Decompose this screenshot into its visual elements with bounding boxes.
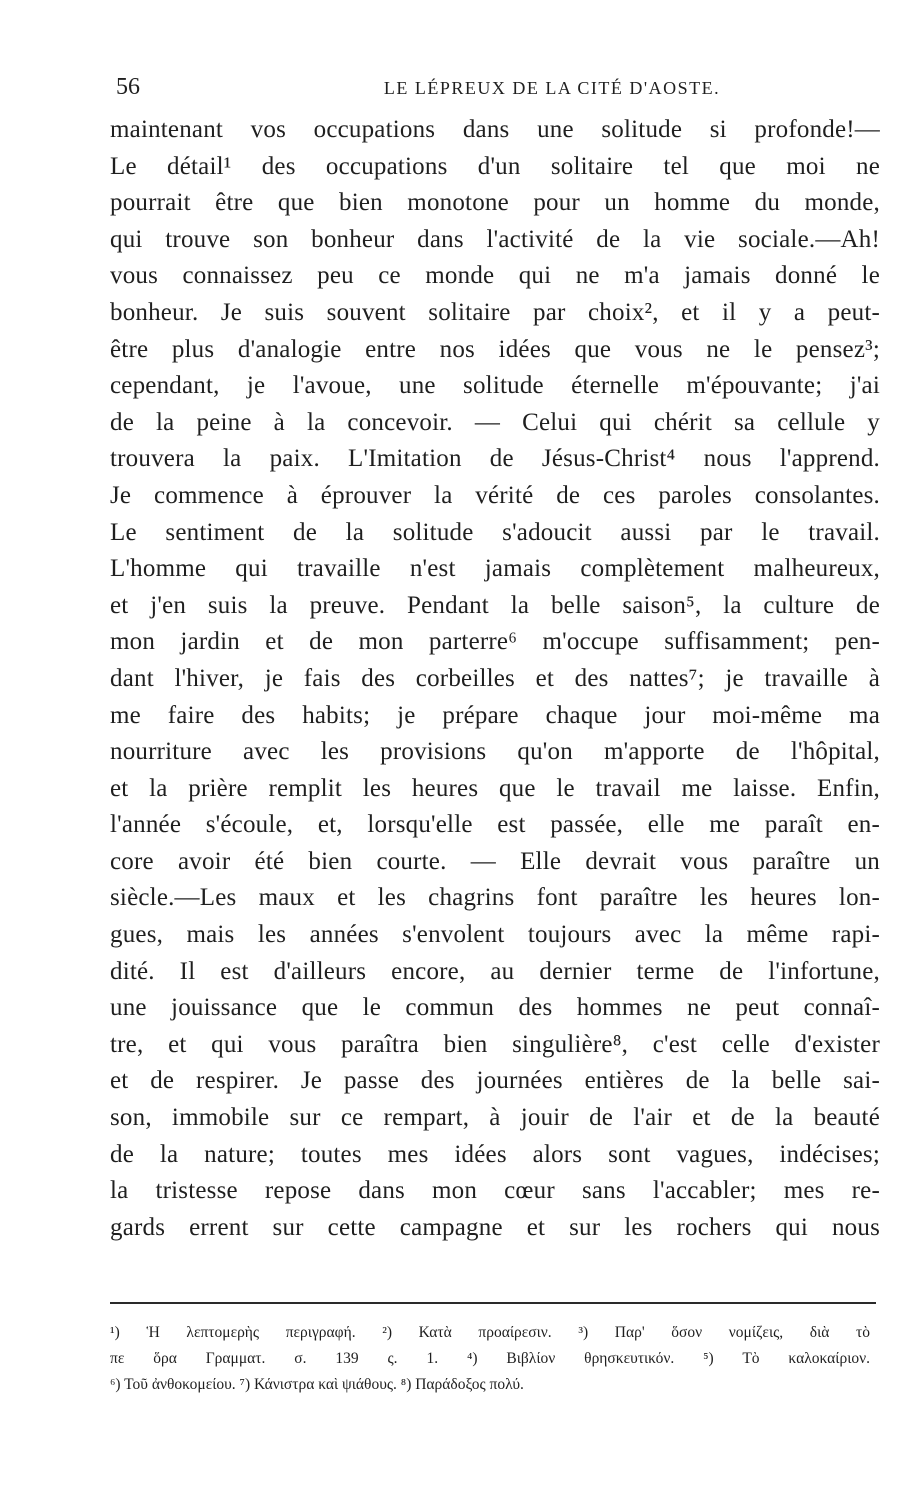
footnote-line: ¹) Ἡ λεπτομερὴς περιγραφή. ²) Κατὰ προαίρεσιν. ³) Παρ' ὅσον νομίζεις, διὰ τὸ	[110, 1324, 870, 1341]
text-line: trouvera la paix. L'Imitation de Jésus-Christ⁴ nous l'apprend.	[110, 445, 880, 473]
footnote-divider	[110, 1302, 876, 1304]
footnotes	[110, 1320, 870, 1398]
text-line: de la nature; toutes mes idées alors sont vagues, indécises;	[110, 1140, 880, 1168]
text-line: et j'en suis la preuve. Pendant la belle saison⁵, la culture de	[110, 591, 880, 619]
text-line: la tristesse repose dans mon cœur sans l'accabler; mes re-	[110, 1177, 880, 1205]
page-header	[112, 70, 872, 106]
text-line: vous connaissez peu ce monde qui ne m'a jamais donné le	[110, 262, 880, 290]
text-line: l'année s'écoule, et, lorsqu'elle est passée, elle me paraît en-	[110, 811, 880, 839]
text-line: Je commence à éprouver la vérité de ces paroles consolantes.	[110, 481, 880, 509]
text-line: dant l'hiver, je fais des corbeilles et des nattes⁷; je travaille à	[110, 664, 880, 692]
body-text	[110, 112, 880, 1246]
text-line: et la prière remplit les heures que le travail me laisse. Enfin,	[110, 774, 880, 802]
text-line: dité. Il est d'ailleurs encore, au dernier terme de l'infortune,	[110, 957, 880, 985]
text-line: nourriture avec les provisions qu'on m'apporte de l'hôpital,	[110, 738, 880, 766]
text-line: me faire des habits; je prépare chaque jour moi-même ma	[110, 701, 880, 729]
text-line: core avoir été bien courte. — Elle devrait vous paraître un	[110, 847, 880, 875]
text-line: pourrait être que bien monotone pour un homme du monde,	[110, 189, 880, 217]
page-number: 56	[116, 74, 140, 100]
text-line: Le détail¹ des occupations d'un solitaire tel que moi ne	[110, 152, 880, 180]
text-line: Le sentiment de la solitude s'adoucit aussi par le travail.	[110, 518, 880, 546]
text-line: qui trouve son bonheur dans l'activité de la vie sociale.—Ah!	[110, 225, 880, 253]
text-line: cependant, je l'avoue, une solitude éternelle m'épouvante; j'ai	[110, 372, 880, 400]
text-line: et de respirer. Je passe des journées entières de la belle sai-	[110, 1067, 880, 1095]
text-line: tre, et qui vous paraîtra bien singulière⁸, c'est celle d'exister	[110, 1030, 880, 1058]
text-line: une jouissance que le commun des hommes ne peut connaî-	[110, 994, 880, 1022]
text-line: maintenant vos occupations dans une solitude si profonde!—	[110, 116, 880, 143]
text-line: être plus d'analogie entre nos idées que vous ne le pensez³;	[110, 335, 880, 363]
text-line: L'homme qui travaille n'est jamais complètement malheureux,	[110, 555, 880, 583]
text-line: gues, mais les années s'envolent toujours avec la même rapi-	[110, 921, 880, 949]
text-line: son, immobile sur ce rempart, à jouir de l'air et de la beauté	[110, 1104, 880, 1132]
footnote-line: πε ὅρα Γραμματ. σ. 139 ς. 1. ⁴) Βιβλίον θρησκευτικόν. ⁵) Τὸ καλοκαίριον.	[110, 1350, 870, 1367]
text-line: de la peine à la concevoir. — Celui qui chérit sa cellule y	[110, 408, 880, 436]
text-line: bonheur. Je suis souvent solitaire par choix², et il y a peut-	[110, 298, 880, 326]
text-line: mon jardin et de mon parterre⁶ m'occupe suffisamment; pen-	[110, 628, 880, 656]
running-title: LE LÉPREUX DE LA CITÉ D'AOSTE.	[383, 78, 721, 98]
text-line: gards errent sur cette campagne et sur les rochers qui nous	[110, 1213, 880, 1241]
text-line: siècle.—Les maux et les chagrins font paraître les heures lon-	[110, 884, 880, 912]
footnote-line: ⁶) Τοῦ ἀνθοκομείου. ⁷) Κάνιστρα καὶ ψιάθους. ⁸) Παράδοξος πολύ.	[110, 1376, 524, 1393]
